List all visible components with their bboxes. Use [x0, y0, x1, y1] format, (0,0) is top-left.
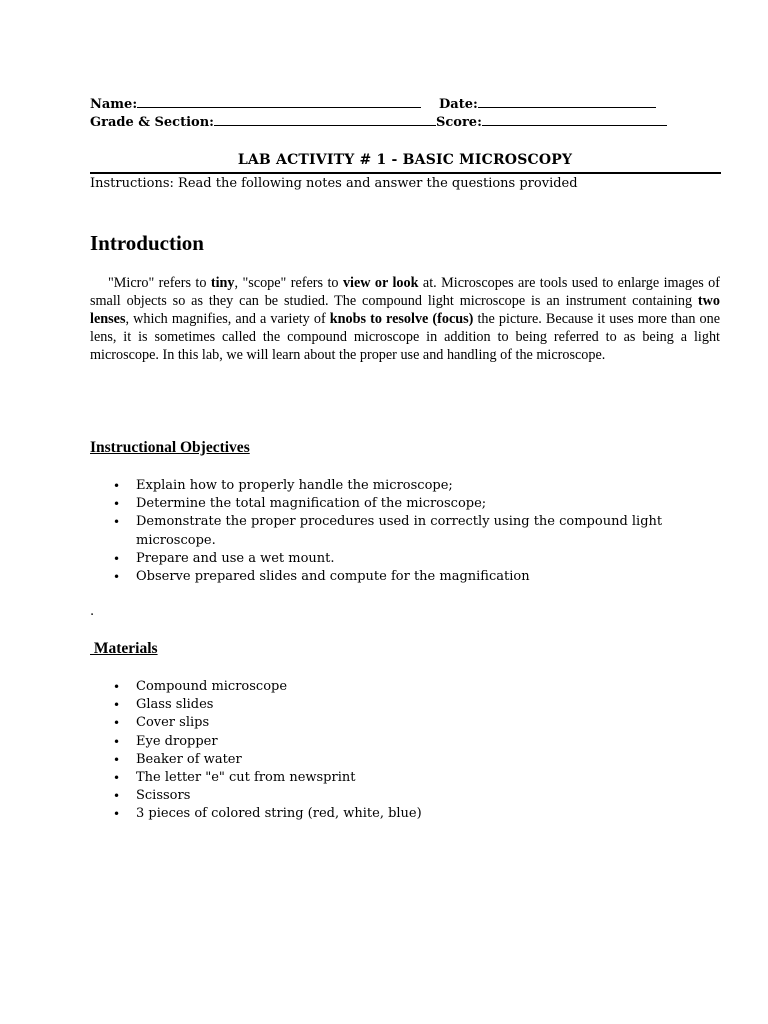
objective-item: • Determine the total magnification of the microscope; — [113, 496, 487, 512]
material-item: • Eye dropper — [113, 733, 218, 749]
title-rule — [90, 172, 721, 174]
name-blank[interactable] — [137, 95, 421, 108]
date-field — [439, 95, 656, 112]
material-item: • Cover slips — [113, 715, 210, 731]
objective-item: • Observe prepared slides and compute for the magnification — [113, 569, 530, 585]
stray-period: . — [90, 604, 95, 619]
material-item: • Beaker of water — [113, 751, 242, 767]
material-item: • Glass slides — [113, 697, 214, 713]
introduction-paragraph: "Micro" refers to tiny, "scope" refers to view or look at. Microscopes are tools used to enlarge images of small objects so as they can be studied. The compound light microscope is an instrument containing two lenses, which magnifies, and a variety of knobs to resolve (focus) the picture. Because it uses more than one lens, it is sometimes called the compound microscope in addition to being referred to as being a light microscope. In this lab, we will learn about the proper use and handling of the microscope. — [90, 275, 721, 364]
grade-section-label: Grade & Section: — [90, 115, 214, 130]
objectives-list — [90, 477, 720, 586]
grade-section-blank[interactable] — [214, 113, 436, 126]
objective-item: • Demonstrate the proper procedures used in correctly using the compound light microscope. — [113, 514, 663, 548]
materials-list — [90, 678, 720, 824]
page-title: LAB ACTIVITY # 1 - BASIC MICROSCOPY — [237, 152, 573, 168]
date-blank[interactable] — [478, 95, 656, 108]
material-item: • Scissors — [113, 788, 191, 804]
material-item: • 3 pieces of colored string (red, white, blue) — [113, 806, 422, 822]
objective-item: • Prepare and use a wet mount. — [113, 550, 335, 566]
introduction-heading: Introduction — [90, 231, 204, 255]
grade-section-field — [90, 113, 667, 130]
material-item: • The letter "e" cut from newsprint — [113, 770, 356, 786]
score-label: Score: — [435, 115, 482, 130]
material-item: • Compound microscope — [113, 679, 288, 694]
objectives-heading: Instructional Objectives — [90, 439, 250, 456]
score-blank[interactable] — [482, 113, 667, 126]
date-label: Date: — [439, 97, 478, 112]
instructions: Instructions: Read the following notes and answer the questions provided — [90, 176, 578, 191]
name-label: Name: — [90, 97, 138, 112]
name-field — [90, 95, 421, 112]
objective-item: • Explain how to properly handle the microscope; — [113, 478, 453, 493]
materials-heading: Materials — [90, 640, 158, 657]
